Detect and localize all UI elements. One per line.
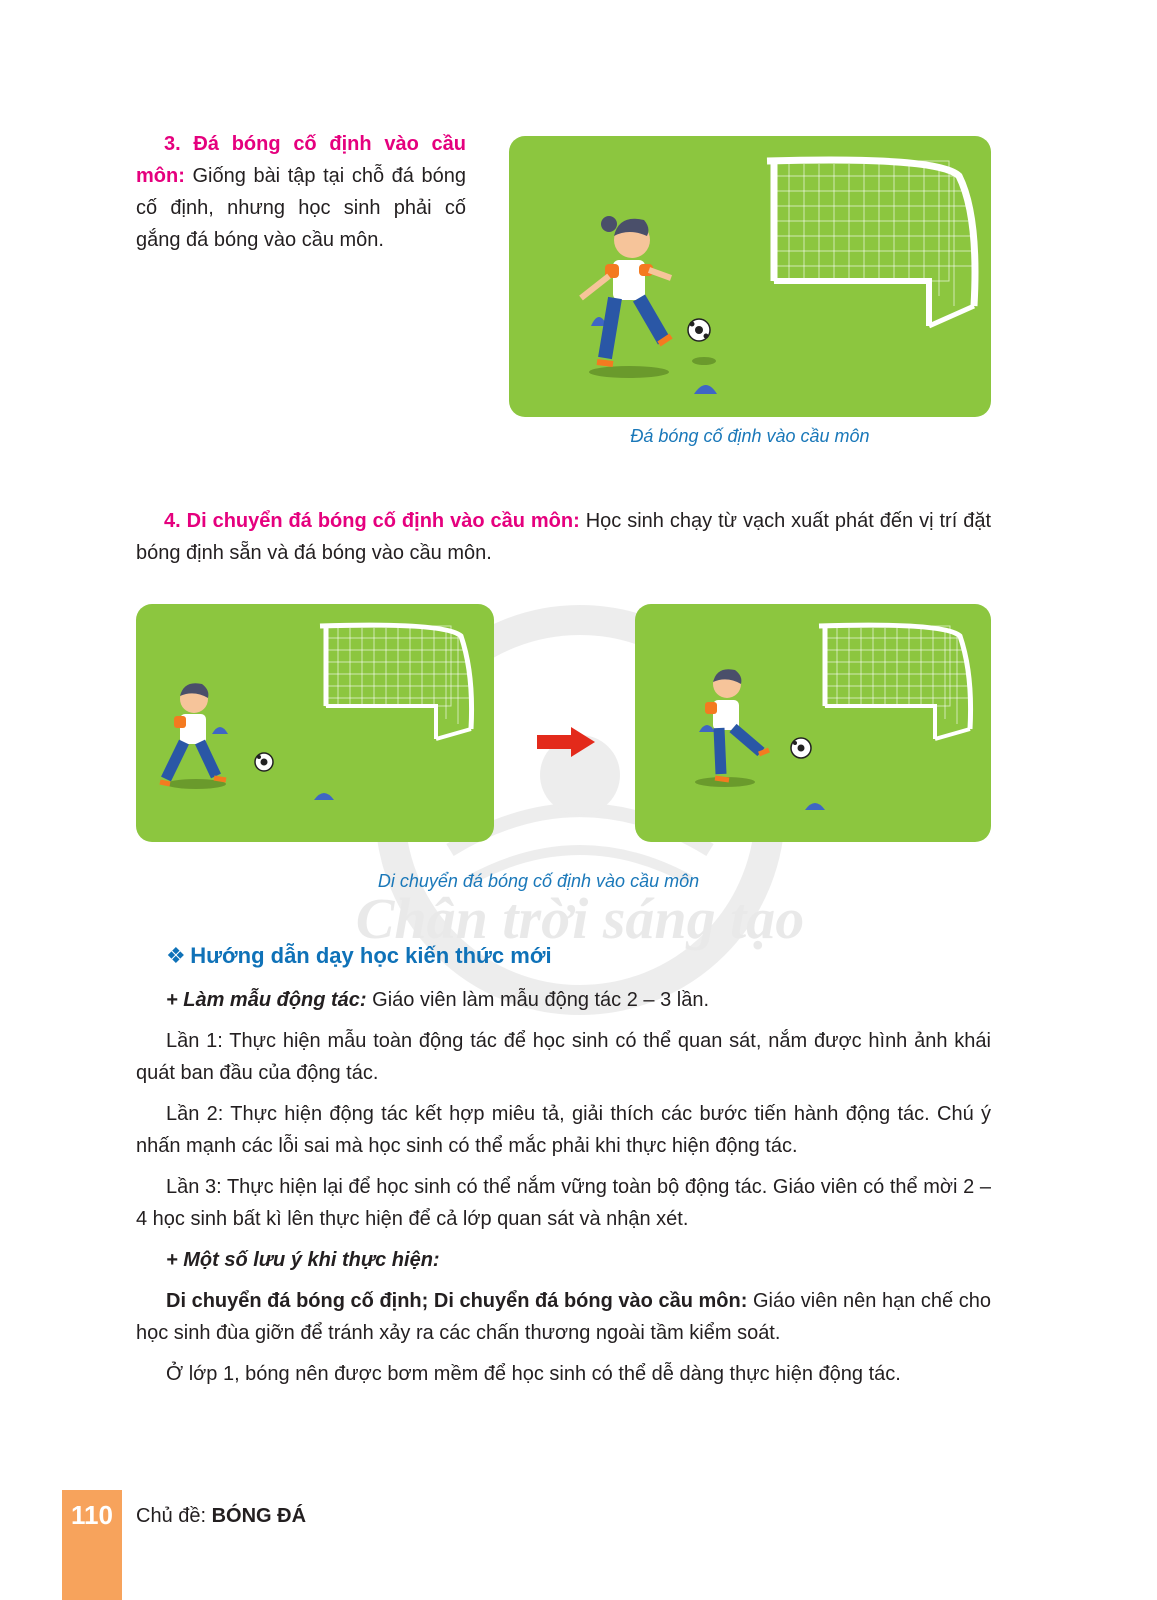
section-4-body: Học sinh chạy từ vạch xuất phát đến vị trí đặt bóng định sẵn và đá bóng vào cầu môn. [136,510,992,564]
page-number: 110 [71,1500,113,1530]
note-1-label: Di chuyển đá bóng cố định; Di chuyển đá bóng vào cầu môn: [166,1290,748,1312]
cone-icon [212,727,228,734]
figure-2-right-panel [635,604,991,842]
section-3-title: 3. Đá bóng cố định vào cầu môn: [136,133,466,187]
figure-2-left-panel [136,604,494,842]
note-1-text: Giáo viên nên hạn chế cho học sinh đùa giỡn để tránh xảy ra các chấn thương ngoài tầm kiểm soát. [136,1290,991,1344]
soccer-ball-icon [255,753,273,771]
arrow-right-icon [535,726,597,763]
notes-label: + Một số lưu ý khi thực hiện: [166,1249,440,1271]
goal-icon [819,625,971,739]
figure-1-caption: Đá bóng cố định vào cầu môn [630,426,870,446]
cone-icon [699,725,715,732]
figure-1-scene [509,136,991,417]
boy-player-icon [705,669,769,780]
figure-2-right-scene [635,604,991,842]
soccer-ball-icon [791,738,811,758]
goal-icon [767,160,975,326]
note-2-paragraph: Ở lớp 1, bóng nên được bơm mềm để học sinh có thể dễ dàng thực hiện động tác. [166,1363,901,1385]
watermark-text: Chân trời sáng tạo [355,886,805,951]
section-3 [136,128,466,256]
footer-topic-prefix: Chủ đề: [136,1505,212,1527]
lan-3-paragraph: Lần 3: Thực hiện lại để học sinh có thể nắm vững toàn bộ động tác. Giáo viên có thể mời 2 – 4 học sinh bất kì lên thực hiện để cả lớp quan sát và nhận xét. [136,1176,991,1230]
section-3-body: Giống bài tập tại chỗ đá bóng cố định, nhưng học sinh phải cố gắng đá bóng vào cầu môn. [136,165,466,251]
footer-topic [136,1505,306,1528]
demo-paragraph [136,984,991,1016]
section-4 [136,505,991,569]
diamond-bullet-icon: ❖ [166,943,186,968]
section-4-title: 4. Di chuyển đá bóng cố định vào cầu môn: [164,510,580,532]
cone-icon [805,803,825,810]
guide-heading-text: Hướng dẫn dạy học kiến thức mới [190,943,552,968]
soccer-ball-icon [688,319,710,341]
lan-2-paragraph: Lần 2: Thực hiện động tác kết hợp miêu tả, giải thích các bước tiến hành động tác. Chú ý nhấn mạnh các lỗi sai mà học sinh có thể mắc phải khi thực hiện động tác. [136,1103,991,1157]
cone-icon [314,793,334,800]
guide-body [136,984,991,1390]
lan-1-paragraph: Lần 1: Thực hiện mẫu toàn động tác để học sinh có thể quan sát, nắm được hình ảnh khái quát ban đầu của động tác. [136,1030,991,1084]
girl-player-icon [581,216,671,364]
demo-text: Giáo viên làm mẫu động tác 2 – 3 lần. [366,989,710,1011]
demo-label: + Làm mẫu động tác: [166,989,367,1011]
goal-icon [320,625,472,739]
figure-1-illustration [509,136,991,417]
cone-icon [694,385,717,394]
note-1-paragraph [136,1285,991,1349]
figure-2-caption: Di chuyển đá bóng cố định vào cầu môn [377,871,700,891]
figure-2-left-scene [136,604,494,842]
footer-topic-name: BÓNG ĐÁ [211,1505,307,1527]
guide-heading [166,943,966,969]
